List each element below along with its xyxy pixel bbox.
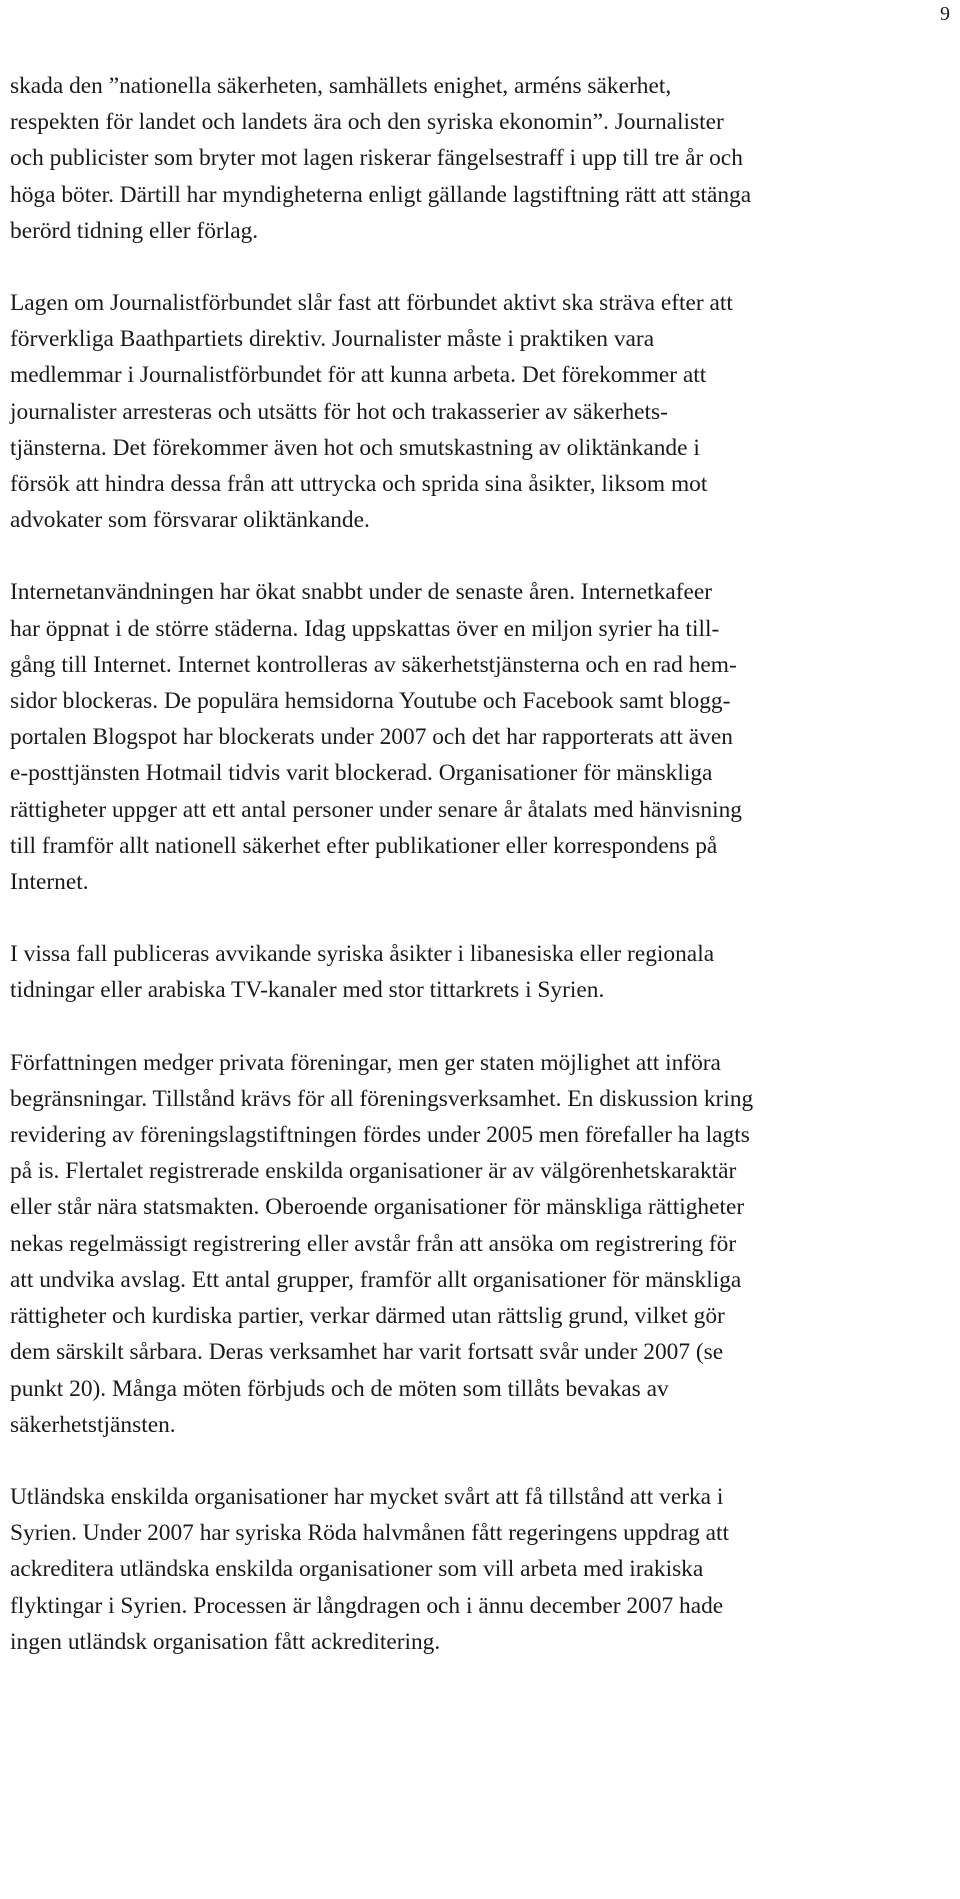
- text-line: säkerhetstjänsten.: [10, 1411, 176, 1438]
- text-line: tidningar eller arabiska TV-kanaler med stor tittarkrets i Syrien.: [10, 977, 605, 1004]
- text-line: har öppnat i de större städerna. Idag uppskattas över en miljon syrier ha till-: [10, 615, 720, 642]
- text-line: Internetanvändningen har ökat snabbt under de senaste åren. Internetkafeer: [10, 579, 713, 606]
- page-number: 9: [940, 3, 950, 25]
- text-line: gång till Internet. Internet kontrolleras av säkerhetstjänsterna och en rad hem-: [10, 651, 737, 678]
- text-line: rättigheter och kurdiska partier, verkar därmed utan rättslig grund, vilket gör: [10, 1303, 725, 1330]
- text-line: tjänsterna. Det förekommer även hot och smutskastning av oliktänkande i: [10, 434, 700, 461]
- text-line: Lagen om Journalistförbundet slår fast att förbundet aktivt ska sträva efter att: [10, 290, 733, 317]
- text-line: försök att hindra dessa från att uttrycka och sprida sina åsikter, liksom mot: [10, 471, 708, 498]
- text-line: journalister arresteras och utsätts för hot och trakasserier av säkerhets-: [10, 398, 668, 425]
- paragraph: [10, 285, 922, 538]
- text-line: punkt 20). Många möten förbjuds och de möten som tillåts bevakas av: [10, 1375, 669, 1402]
- paragraph: [10, 1045, 922, 1443]
- text-line: berörd tidning eller förlag.: [10, 217, 259, 244]
- text-line: eller står nära statsmakten. Oberoende organisationer för mänskliga rättigheter: [10, 1194, 745, 1221]
- text-line: höga böter. Därtill har myndigheterna enligt gällande lagstiftning rätt att stänga: [10, 181, 752, 208]
- paragraph: [10, 936, 922, 1008]
- text-line: skada den ”nationella säkerheten, samhällets enighet, arméns säkerhet,: [10, 73, 672, 99]
- text-line: rättigheter uppger att ett antal personer under senare år åtalats med hänvisning: [10, 796, 742, 823]
- text-line: flyktingar i Syrien. Processen är långdragen och i ännu december 2007 hade: [10, 1592, 724, 1619]
- text-line: på is. Flertalet registrerade enskilda organisationer är av välgörenhetskaraktär: [10, 1158, 737, 1185]
- text-line: e-posttjänsten Hotmail tidvis varit blockerad. Organisationer för mänskliga: [10, 760, 713, 787]
- text-line: Författningen medger privata föreningar, men ger staten möjlighet att införa: [10, 1049, 721, 1076]
- paragraph: [10, 574, 922, 900]
- text-line: portalen Blogspot har blockerats under 2007 och det har rapporterats att även: [10, 724, 733, 751]
- text-line: medlemmar i Journalistförbundet för att kunna arbeta. Det förekommer att: [10, 362, 707, 389]
- text-line: advokater som försvarar oliktänkande.: [10, 507, 370, 534]
- text-line: och publicister som bryter mot lagen riskerar fängelsestraff i upp till tre år och: [10, 145, 743, 172]
- text-line: till framför allt nationell säkerhet efter publikationer eller korrespondens på: [10, 832, 718, 859]
- document-body: [10, 68, 922, 1696]
- paragraph: [10, 68, 922, 249]
- text-line: att undvika avslag. Ett antal grupper, framför allt organisationer för mänskliga: [10, 1266, 742, 1293]
- text-line: ingen utländsk organisation fått ackreditering.: [10, 1628, 441, 1655]
- text-line: sidor blockeras. De populära hemsidorna Youtube och Facebook samt blogg-: [10, 688, 731, 715]
- text-line: Syrien. Under 2007 har syriska Röda halvmånen fått regeringens uppdrag att: [10, 1520, 730, 1547]
- text-line: förverkliga Baathpartiets direktiv. Journalister måste i praktiken vara: [10, 326, 655, 353]
- text-line: Utländska enskilda organisationer har mycket svårt att få tillstånd att verka i: [10, 1483, 724, 1510]
- text-line: begränsningar. Tillstånd krävs för all föreningsverksamhet. En diskussion kring: [10, 1085, 754, 1112]
- text-line: nekas regelmässigt registrering eller avstår från att ansöka om registrering för: [10, 1230, 737, 1257]
- paragraph: [10, 1479, 922, 1660]
- text-line: ackreditera utländska enskilda organisationer som vill arbeta med irakiska: [10, 1556, 704, 1583]
- text-line: I vissa fall publiceras avvikande syriska åsikter i libanesiska eller regionala: [10, 941, 715, 968]
- text-line: revidering av föreningslagstiftningen fördes under 2005 men förefaller ha lagts: [10, 1122, 750, 1149]
- text-line: Internet.: [10, 869, 89, 896]
- text-line: dem särskilt sårbara. Deras verksamhet har varit fortsatt svår under 2007 (se: [10, 1339, 724, 1366]
- text-line: respekten för landet och landets ära och den syriska ekonomin”. Journalister: [10, 109, 724, 136]
